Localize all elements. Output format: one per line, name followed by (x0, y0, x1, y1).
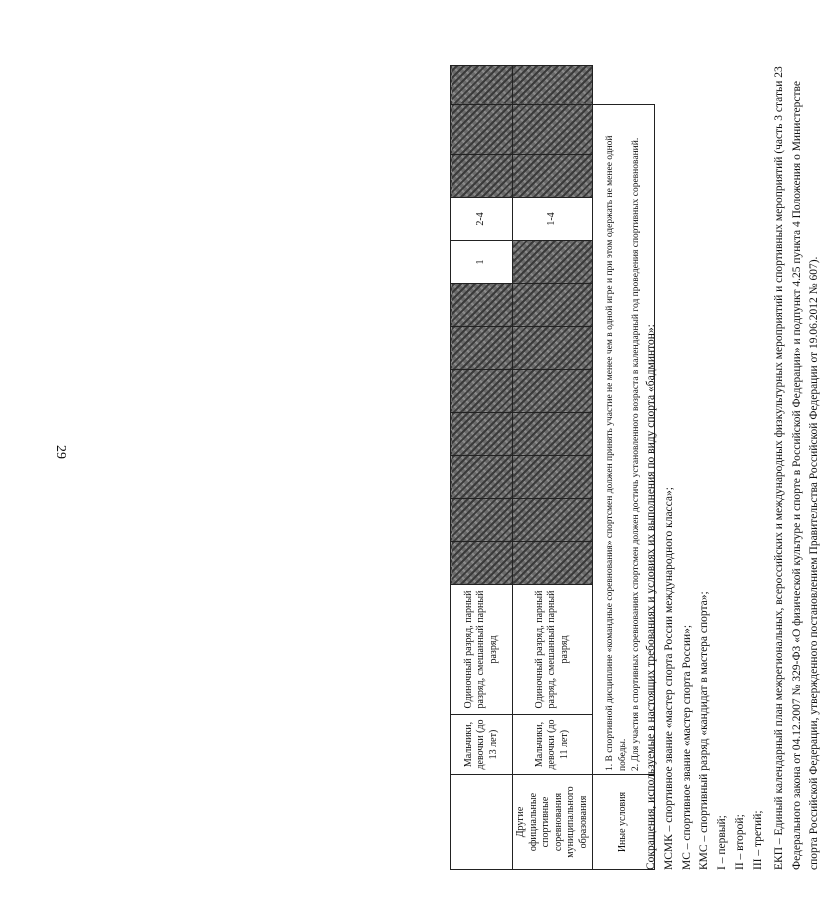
age-group-cell: Мальчики, девочки (до 11 лет) (513, 715, 593, 775)
discipline-cell: Одиночный разряд, парный разряд, смешанный парный разряд (513, 585, 593, 715)
place-cell (451, 413, 513, 456)
abbreviation-item: II – второй; (734, 814, 747, 870)
place-cell: 1 (451, 241, 513, 284)
place-cell (513, 456, 593, 499)
condition-1: 1. В спортивной дисциплине «командные соревнования» спортсмен должен принять участие не менее чем в одной игре и при этом одержать не менее одной победы. (605, 135, 629, 771)
place-cell (451, 327, 513, 370)
place-cell (513, 499, 593, 542)
place-cell (451, 66, 513, 105)
abbreviation-item: КМС – спортивный разряд «кандидат в мастера спорта»; (698, 591, 711, 870)
competition-cell (451, 775, 513, 870)
place-cell (451, 370, 513, 413)
place-cell (451, 456, 513, 499)
place-cell: 2-4 (451, 198, 513, 241)
place-cell (451, 284, 513, 327)
place-cell (513, 413, 593, 456)
table-row (513, 66, 593, 870)
place-cell (513, 66, 593, 105)
place-cell (513, 370, 593, 413)
place-cell (513, 105, 593, 155)
abbreviations-intro: Сокращения, используемые в настоящих требованиях и условиях их выполнения по виду спорта «бадминтон»: (645, 324, 657, 870)
discipline-cell: Одиночный разряд, парный разряд, смешанный парный разряд (451, 585, 513, 715)
place-cell (513, 284, 593, 327)
other-conditions-label: Иные условия (593, 775, 655, 870)
place-cell (451, 542, 513, 585)
requirements-table (450, 65, 655, 870)
abbreviation-item: I – первый; (716, 815, 729, 870)
place-cell (513, 155, 593, 198)
ekp-definition: ЕКП – Единый календарный план межрегиональных, всероссийских и международных физкультурных мероприятий и спортивных мероприятий (часть 3 статьи 23 Федерального закона от 04.12.2007 № 329-ФЗ «О физической культуре и спорте в Российской Федерации» и подпункт 4.25 пункта 4 Положения о Министерстве спорта Российской Федерации, утвержденного постановлением Правительства Российской Федерации от 19.06.2012 № 607). (772, 66, 821, 870)
place-cell (451, 499, 513, 542)
abbreviations-block (643, 65, 824, 870)
abbreviation-item: III – третий; (751, 810, 764, 870)
place-cell (513, 241, 593, 284)
abbreviation-item: МС – спортивное звание «мастер спорта России»; (680, 624, 693, 870)
table-row (451, 66, 513, 870)
place-cell (451, 155, 513, 198)
place-cell (513, 542, 593, 585)
abbreviation-item: МСМК – спортивное звание «мастер спорта России международного класса»; (662, 487, 675, 870)
place-cell (513, 327, 593, 370)
place-cell: 1-4 (513, 198, 593, 241)
competition-cell: Другие официальные спортивные соревнования муниципального образования (513, 775, 593, 870)
age-group-cell: Мальчики, девочки (до 13 лет) (451, 715, 513, 775)
condition-2: 2. Для участия в спортивных соревнованиях спортсмен должен достичь установленного возраста в календарный год проведения спортивных соревнований. (630, 137, 641, 771)
page-number: 29 (53, 445, 68, 459)
place-cell (451, 105, 513, 155)
rotated-content (450, 65, 830, 870)
